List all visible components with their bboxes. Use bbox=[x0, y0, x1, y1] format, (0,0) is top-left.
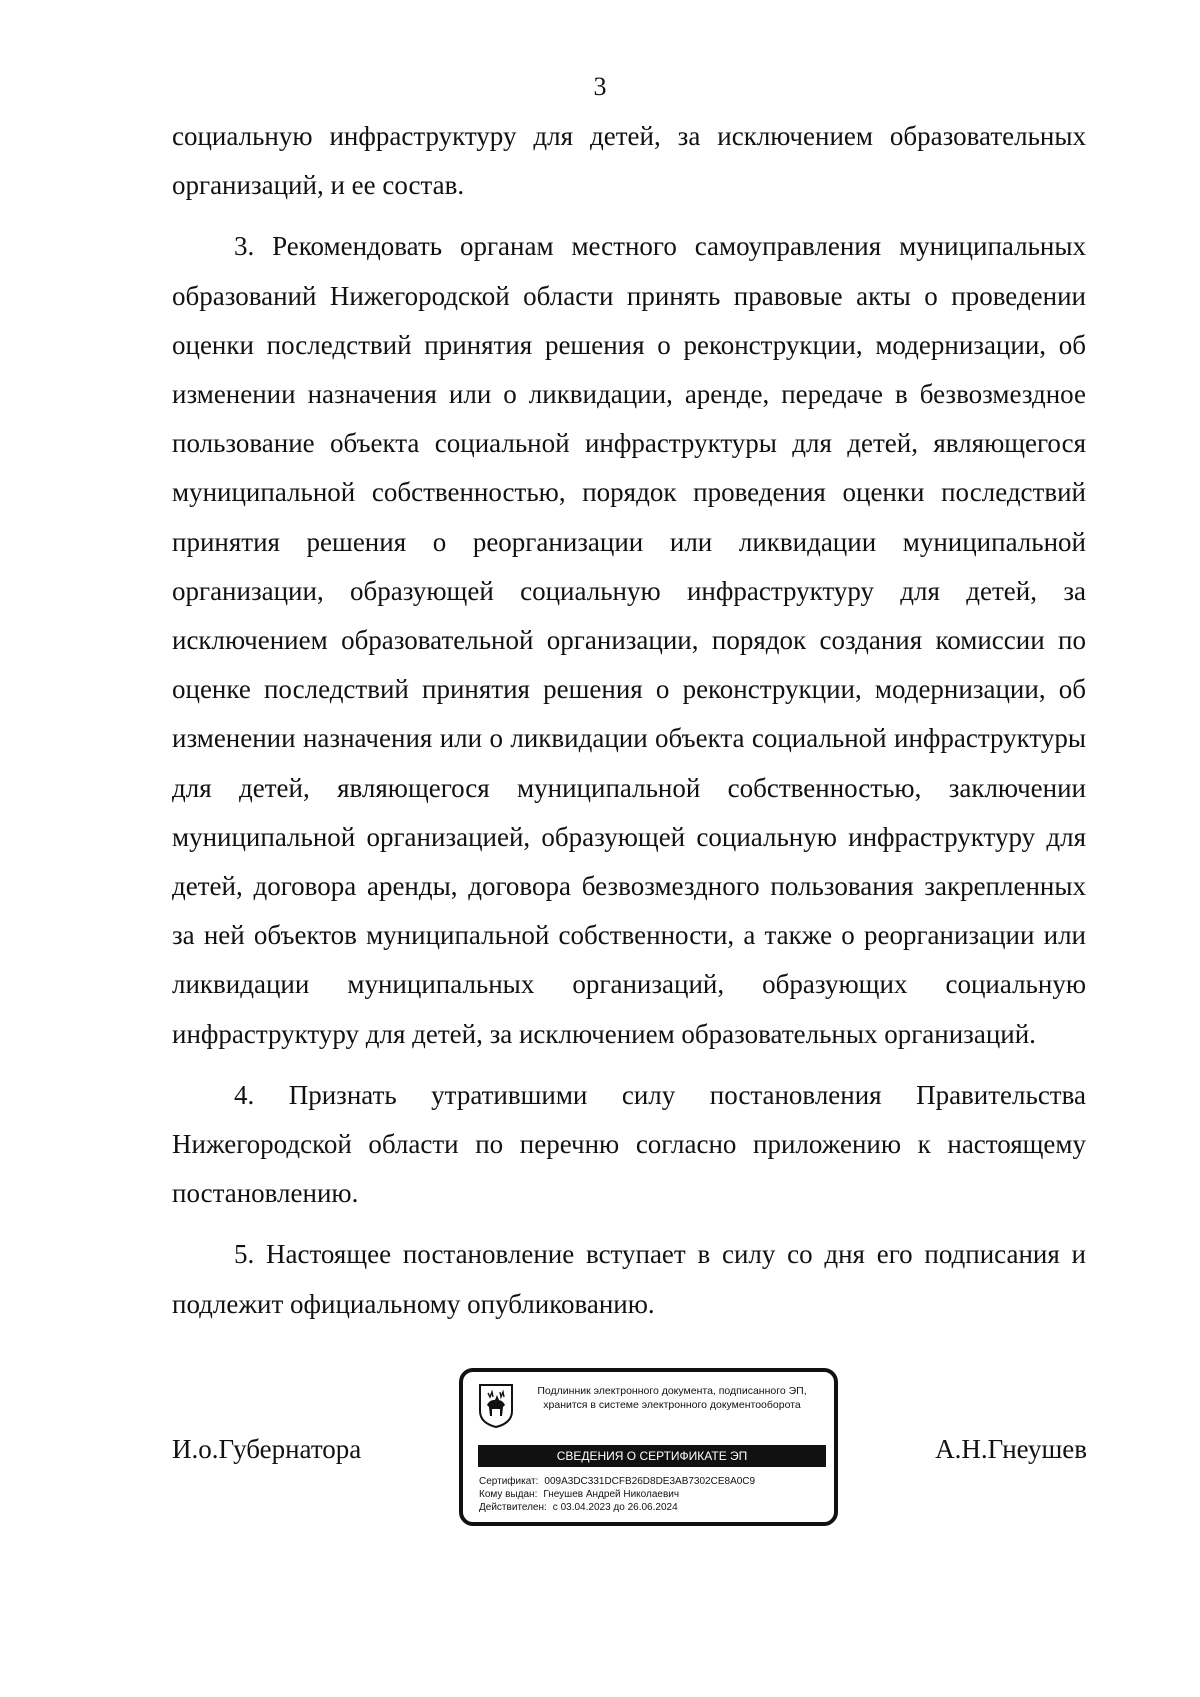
paragraph-item-5: 5. Настоящее постановление вступает в силу со дня его подписания и подлежит официальному опубликованию. bbox=[172, 1239, 1086, 1319]
valid-label: Действителен: bbox=[479, 1502, 547, 1513]
issued-to-row bbox=[479, 1488, 829, 1501]
certificate-value: 009A3DC331DCFB26D8DE3AB7302CE8A0C9 bbox=[544, 1476, 756, 1487]
signatory-role: И.о.Губернатора bbox=[172, 1434, 362, 1464]
certificate-label: Сертификат: bbox=[479, 1476, 539, 1487]
valid-value: с 03.04.2023 до 26.06.2024 bbox=[552, 1502, 678, 1513]
issued-to-value: Гнеушев Андрей Николаевич bbox=[543, 1489, 680, 1500]
issued-to-label: Кому выдан: bbox=[479, 1489, 538, 1500]
signatory-name: А.Н.Гнеушев bbox=[935, 1434, 1087, 1464]
paragraph-item-4: 4. Признать утратившими силу постановления Правительства Нижегородской области по перечню согласно приложению к настоящему постановлению. bbox=[172, 1079, 1086, 1209]
certificate-row bbox=[479, 1475, 829, 1488]
paragraph-item-3: 3. Рекомендовать органам местного самоуправления муниципальных образований Нижегородской области принять правовые акты о проведении оценки последствий принятия решения о реконструкции, модернизации, об изменении назначения или о ликвидации, аренде, передаче в безвозмездное пользование объекта социальной инфраструктуры для детей, являющегося муниципальной собственностью, порядок проведения оценки последствий принятия решения о реорганизации или ликвидации муниципальной организации, образующей социальную инфраструктуру для детей, за исключением образовательной организации, порядок создания комиссии по оценке последствий принятия решения о реконструкции, модернизации, об изменении назначения или о ликвидации объекта социальной инфраструктуры для детей, являющегося муниципальной собственностью, заключении муниципальной организацией, образующей социальную инфраструктуру для детей, договора аренды, договора безвозмездного пользования закрепленных за ней объектов муниципальной собственности, а также о реорганизации или ликвидации муниципальных организаций, образующих социальную инфраструктуру для детей, за исключением образовательных организаций. bbox=[172, 231, 1086, 1049]
paragraph-continuation: социальную инфраструктуру для детей, за исключением образовательных организаций, и ее состав. bbox=[172, 121, 1086, 201]
coat-of-arms-icon bbox=[478, 1383, 514, 1429]
certificate-details bbox=[479, 1475, 829, 1514]
stamp-note: Подлинник электронного документа, подписанного ЭП, хранится в системе электронного документооборота bbox=[537, 1385, 807, 1411]
document-body bbox=[172, 112, 1086, 1329]
page-number: 3 bbox=[593, 72, 607, 101]
electronic-signature-stamp bbox=[459, 1368, 838, 1526]
stamp-header: СВЕДЕНИЯ О СЕРТИФИКАТЕ ЭП bbox=[478, 1445, 826, 1467]
valid-row bbox=[479, 1501, 829, 1514]
